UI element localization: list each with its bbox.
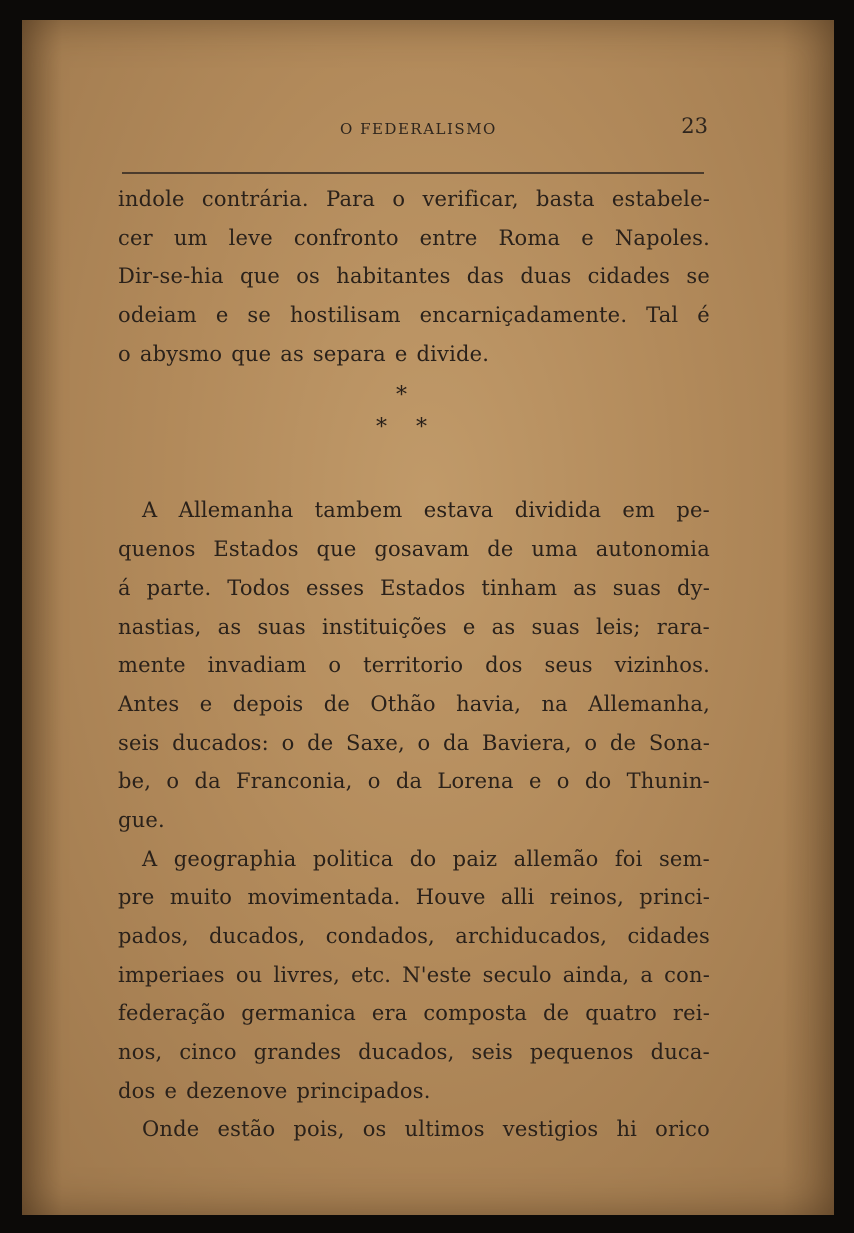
word: Baviera, [481,730,572,755]
word: hi [616,1117,638,1142]
text-line [118,491,710,530]
word: que [316,537,357,562]
page-number: 23 [681,114,708,138]
word: entre [419,225,478,250]
text-line [118,956,710,995]
word: os [362,1117,387,1142]
section-star-top: * [396,383,407,409]
word: suas [257,614,306,639]
word: etc. [351,962,392,987]
word: que [239,264,280,289]
word: o [281,730,295,755]
word: nastias, [118,614,202,639]
word: alli [500,885,535,910]
word: Thunin- [626,769,710,794]
word: Para [326,187,376,211]
word: A [142,846,158,871]
word: e [164,1078,178,1103]
word: era [371,1001,408,1026]
word: o [367,769,381,794]
word: que [231,341,272,366]
section-break [118,373,710,491]
text-line [118,878,710,917]
book-page [22,20,834,1215]
word: cidades [627,924,710,948]
word: pados, [118,924,189,948]
word: verificar, [422,187,519,211]
paragraph-3 [118,840,710,1111]
paragraph-1 [118,180,710,373]
word: o [417,730,431,755]
word: rara- [656,614,710,639]
word: á [118,575,131,600]
word: estão [217,1117,276,1142]
word: suas [612,575,662,600]
word: sem- [658,846,710,871]
word: havia, [456,691,522,716]
word: nos, [118,1040,163,1065]
word: na [541,691,568,716]
word: Roma [498,225,561,250]
word: duca- [650,1040,710,1065]
text-line [118,917,710,956]
word: cidades [587,264,671,289]
word: quatro [585,1001,657,1026]
word: pre [118,885,155,910]
word: Sona- [648,730,710,755]
word: é [697,303,710,328]
word: Tal [646,303,679,328]
word: paiz [452,846,498,871]
text-line [118,569,710,608]
word: Othão [370,691,436,716]
word: habitantes [336,264,451,289]
word: Antes [118,691,180,716]
word: pois, [293,1117,345,1142]
word: A [142,498,158,523]
word: archiducados, [455,924,608,948]
word: Allemanha, [588,691,710,716]
word: Onde [142,1117,200,1142]
word: e [215,303,229,328]
text-line [118,335,710,374]
word: Franconia, [236,769,353,794]
text-line [118,608,710,647]
word: o [166,769,180,794]
word: tambem [314,498,403,523]
word: de [307,730,334,755]
word: tinham [481,575,558,600]
word: esses [306,575,365,600]
paragraph-2 [118,491,710,839]
word: estava [423,498,494,523]
page-header [118,116,708,150]
word: territorio [363,653,464,678]
word: depois [232,691,304,716]
word: federação [118,1001,226,1026]
word: hostilisam [289,303,401,328]
word: seus [544,653,593,678]
text-line [118,219,710,258]
text-line [118,530,710,569]
text-line [118,646,710,685]
word: de [487,537,514,562]
word: Houve [415,885,486,910]
word: muito [169,885,233,910]
word: ducados: [172,730,269,755]
word: odeiam [118,303,197,328]
word: livres, [273,962,341,987]
word: foi [614,846,643,871]
word: geographia [173,846,297,871]
word: ou [235,962,263,987]
word: rei- [672,1001,710,1026]
text-line [118,257,710,296]
word: ducados, [358,1040,455,1065]
word: suas [531,614,580,639]
word: em [622,498,656,523]
word: seculo [482,962,552,987]
word: mente [118,653,186,678]
word: ultimos [404,1117,485,1142]
word: seis [471,1040,513,1065]
word: dividida [514,498,602,523]
word: be, [118,769,152,794]
word: quenos [118,537,196,562]
word: as [573,575,597,600]
word: ducados, [209,924,306,948]
word: o [118,341,131,366]
word: os [296,264,321,289]
word: composta [423,1001,528,1026]
word: se [247,303,271,328]
text-line [118,762,710,801]
word: seis [118,730,160,755]
running-title: O FEDERALISMO [340,120,497,138]
word: basta [535,187,595,211]
word: grandes [253,1040,342,1065]
text-line [118,801,710,840]
word: dezenove [186,1078,288,1103]
word: encarniçadamente. [419,303,628,328]
word: cer [118,225,153,250]
word: principados. [296,1078,431,1103]
paragraph-4 [118,1110,710,1149]
word: das [466,264,505,289]
text-line [118,296,710,335]
word: duas [520,264,572,289]
word: movimentada. [247,885,401,910]
word: as [280,341,304,366]
word: Todos [227,575,291,600]
word: um [173,225,208,250]
word: allemão [513,846,599,871]
word: ainda, [562,962,630,987]
word: da [442,730,470,755]
text-line [118,840,710,879]
word: confronto [293,225,399,250]
word: gosavam [374,537,470,562]
word: do [409,846,437,871]
word: N'este [402,962,472,987]
word: a [640,962,654,987]
word: pequenos [529,1040,634,1065]
word: Estados [380,575,466,600]
word: de [323,691,350,716]
word: dos [118,1078,156,1103]
word: Allemanha [178,498,294,523]
text-line [118,685,710,724]
word: as [491,614,516,639]
word: politica [312,846,394,871]
word: Lorena [437,769,514,794]
word: orico [655,1117,710,1142]
word: Saxe, [345,730,405,755]
word: reinos, [549,885,624,910]
word: vizinhos. [614,653,710,678]
word: e [199,691,213,716]
text-line [118,1110,710,1149]
word: parte. [146,575,212,600]
word: pe- [676,498,710,523]
word: leis; [595,614,641,639]
word: imperiaes [118,962,225,987]
header-rule [122,172,704,174]
word: o [556,769,570,794]
word: e [528,769,542,794]
word: o [328,653,342,678]
word: princi- [639,885,710,910]
word: invadiam [207,653,307,678]
word: instituições [321,614,447,639]
word: e [581,225,594,250]
word: se [686,264,710,289]
word: vestigios [502,1117,599,1142]
body-text [118,180,710,1149]
word: estabele- [611,187,710,211]
text-line [118,724,710,763]
word: cinco [179,1040,237,1065]
word: Estados [213,537,299,562]
word: de [543,1001,570,1026]
text-line [118,994,710,1033]
word: gue. [118,807,165,832]
text-line [118,1033,710,1072]
word: da [395,769,423,794]
section-star-left: * [376,415,387,441]
word: autonomia [595,537,710,562]
word: da [194,769,221,794]
word: e [394,341,408,366]
word: as [217,614,242,639]
text-line [118,180,710,219]
word: dos [485,653,523,678]
word: abysmo [139,341,223,366]
word: e [462,614,476,639]
word: uma [531,537,578,562]
word: dy- [676,575,710,600]
word: germanica [241,1001,356,1026]
word: Napoles. [614,225,710,250]
word: leve [228,225,273,250]
word: separa [312,341,386,366]
text-line [118,1072,710,1111]
word: o [584,730,598,755]
word: indole [118,187,185,211]
word: de [609,730,637,755]
word: con- [664,962,710,987]
word: o [392,187,406,211]
section-star-right: * [416,415,427,441]
word: contrária. [201,187,309,211]
word: Dir-se-hia [118,264,224,289]
word: condados, [325,924,435,948]
word: divide. [416,341,490,366]
word: do [584,769,612,794]
